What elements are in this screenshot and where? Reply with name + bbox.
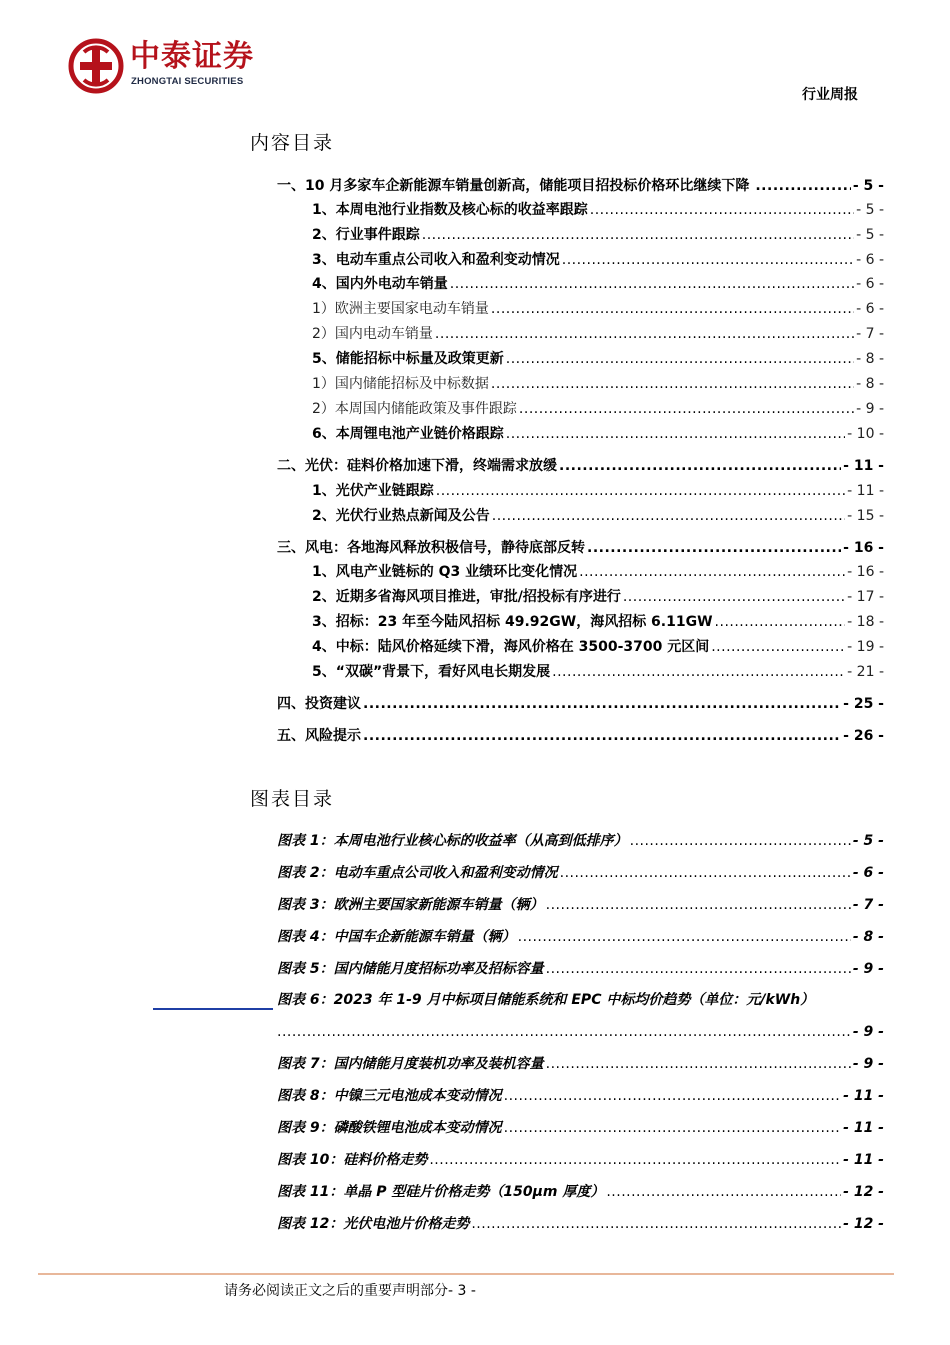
footer-divider	[38, 1273, 894, 1275]
figure-entry-12[interactable]: 图表 12：光伏电池片价格走势 ..... - 12 -	[277, 1214, 884, 1234]
toc-entry-3-3[interactable]: 3、招标：23 年至今陆风招标 49.92GW，海风招标 6.11GW ..... - 18 -	[277, 612, 884, 632]
toc-entry-1-5-2[interactable]: 2）本周国内储能政策及事件跟踪 ..... - 9 -	[277, 399, 884, 419]
toc-entry-1-3[interactable]: 3、电动车重点公司收入和盈利变动情况 ..... - 6 -	[277, 250, 884, 270]
figure-entry-2[interactable]: 图表 2：电动车重点公司收入和盈利变动情况 ..... - 6 -	[277, 863, 884, 883]
footer-text: 请务必阅读正文之后的重要声明部分	[224, 1283, 449, 1299]
toc-entry-1-2[interactable]: 2、行业事件跟踪 ..... - 5 -	[277, 225, 884, 245]
figures-title: 图表目录	[250, 788, 335, 810]
figure-entry-10[interactable]: 图表 10：硅料价格走势 ..... - 11 -	[277, 1150, 884, 1170]
toc-entry-4[interactable]: 四、投资建议 ..... - 25 -	[277, 694, 884, 714]
margin-marker-line	[153, 1008, 273, 1010]
toc-entry-1-6[interactable]: 6、本周锂电池产业链价格跟踪 ..... - 10 -	[277, 424, 884, 444]
toc-title: 内容目录	[250, 132, 335, 154]
figure-entry-7[interactable]: 图表 7：国内储能月度装机功率及装机容量 ..... - 9 -	[277, 1054, 884, 1074]
report-type: 行业周报	[802, 87, 858, 103]
zhongtai-logo-icon	[68, 38, 124, 94]
toc-entry-3-1[interactable]: 1、风电产业链标的 Q3 业绩环比变化情况 ..... - 16 -	[277, 562, 884, 582]
figure-entry-6-continued[interactable]: ..... - 9 -	[277, 1022, 884, 1042]
toc-entry-3-2[interactable]: 2、近期多省海风项目推进，审批/招投标有序进行 ..... - 17 -	[277, 587, 884, 607]
toc-entry-3[interactable]: 三、风电：各地海风释放积极信号，静待底部反转 ..... - 16 -	[277, 538, 884, 558]
toc-entry-3-5[interactable]: 5、“双碳”背景下，看好风电长期发展 ..... - 21 -	[277, 662, 884, 682]
company-logo	[68, 38, 308, 94]
figure-entry-3[interactable]: 图表 3：欧洲主要国家新能源车销量（辆） ..... - 7 -	[277, 895, 884, 915]
toc-entry-3-4[interactable]: 4、中标：陆风价格延续下滑，海风价格在 3500-3700 元区间 ..... - 19 -	[277, 637, 884, 657]
logo-chinese-name: 中泰证券	[130, 39, 254, 74]
figure-entry-8[interactable]: 图表 8：中镍三元电池成本变动情况 ..... - 11 -	[277, 1086, 884, 1106]
toc-entry-5[interactable]: 五、风险提示 ..... - 26 -	[277, 726, 884, 746]
footer-disclaimer	[0, 1280, 700, 1300]
toc-entry-1-5-1[interactable]: 1）国内储能招标及中标数据 ..... - 8 -	[277, 374, 884, 394]
toc-entry-1-4-2[interactable]: 2）国内电动车销量 ..... - 7 -	[277, 324, 884, 344]
toc-entry-1-4[interactable]: 4、国内外电动车销量 ..... - 6 -	[277, 274, 884, 294]
toc-entry-1[interactable]: 一、10 月多家车企新能源车销量创新高，储能项目招投标价格环比继续下降 ..... - 5 -	[277, 176, 884, 196]
toc-entry-1-5[interactable]: 5、储能招标中标量及政策更新 ..... - 8 -	[277, 349, 884, 369]
toc-entry-2-1[interactable]: 1、光伏产业链跟踪 ..... - 11 -	[277, 481, 884, 501]
toc-entry-2-2[interactable]: 2、光伏行业热点新闻及公告 ..... - 15 -	[277, 506, 884, 526]
figure-entry-6[interactable]: 图表 6：2023 年 1-9 月中标项目储能系统和 EPC 中标均价趋势（单位：元/kWh）	[277, 992, 815, 1008]
footer-page-number: - 3 -	[448, 1283, 476, 1299]
figure-entry-4[interactable]: 图表 4：中国车企新能源车销量（辆） ..... - 8 -	[277, 927, 884, 947]
figure-entry-11[interactable]: 图表 11：单晶 P 型硅片价格走势（150μm 厚度） ..... - 12 -	[277, 1182, 884, 1202]
figure-entry-9[interactable]: 图表 9：磷酸铁锂电池成本变动情况 ..... - 11 -	[277, 1118, 884, 1138]
toc-entry-2[interactable]: 二、光伏：硅料价格加速下滑，终端需求放缓 ..... - 11 -	[277, 456, 884, 476]
figure-entry-5[interactable]: 图表 5：国内储能月度招标功率及招标容量 ..... - 9 -	[277, 959, 884, 979]
figure-entry-1[interactable]: 图表 1：本周电池行业核心标的收益率（从高到低排序） ..... - 5 -	[277, 831, 884, 851]
logo-english-name: ZHONGTAI SECURITIES	[131, 76, 244, 87]
toc-entry-1-1[interactable]: 1、本周电池行业指数及核心标的收益率跟踪 ..... - 5 -	[277, 200, 884, 220]
toc-entry-1-4-1[interactable]: 1）欧洲主要国家电动车销量 ..... - 6 -	[277, 299, 884, 319]
